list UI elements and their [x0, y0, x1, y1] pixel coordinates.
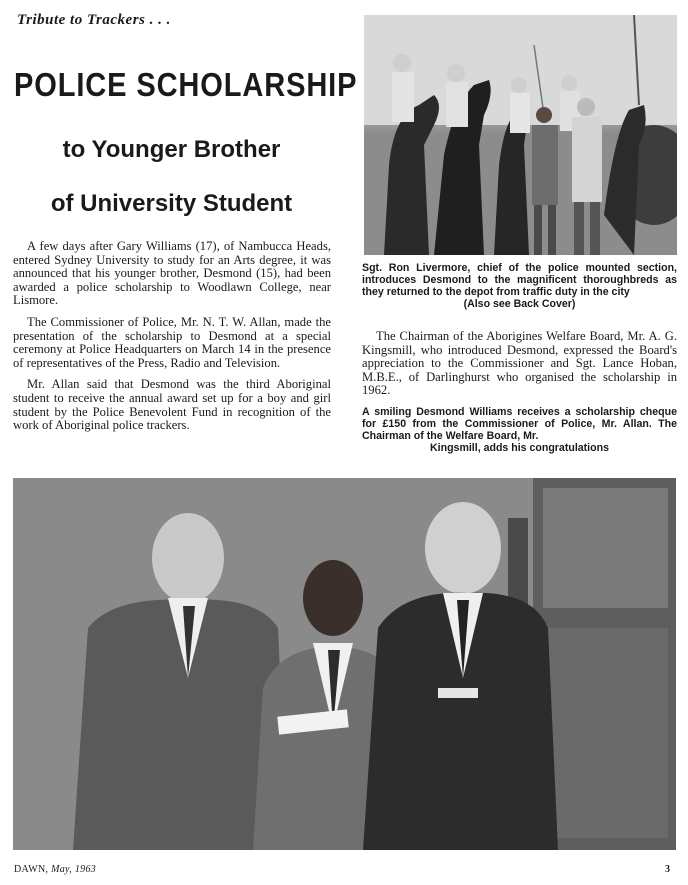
- footer-publication: [14, 864, 96, 875]
- footer-issue: May, 1963: [51, 864, 97, 875]
- presentation-photo: [13, 478, 676, 850]
- caption-cheque: [362, 406, 677, 454]
- caption-top-text: Sgt. Ron Livermore, chief of the police mounted section, introduces Desmond to the magnificent thoroughbreds as they returned to the depot from traffic duty in the city: [362, 262, 677, 298]
- paragraph-chairman: The Chairman of the Aborigines Welfare Board, Mr. A. G. Kingsmill, who introduced Desmond, expressed the Board's appreciation to the Commissioner and Sgt. Lance Hoban, M.B.E., of Darlinghurst who organised the scholarship in 1962.: [362, 329, 677, 398]
- caption-mounted-police: [362, 262, 677, 310]
- paragraph-1: A few days after Gary Williams (17), of Nambucca Heads, entered Sydney University to study for an Arts degree, it was announced that his younger brother, Desmond (15), had been awarded a police scholarship to Woodlawn College, near Lismore.: [13, 239, 331, 308]
- page-number: 3: [665, 864, 670, 875]
- article-right-column: [362, 330, 677, 398]
- caption-top-last-line: (Also see Back Cover): [463, 298, 576, 310]
- caption-bottom-text: A smiling Desmond Williams receives a scholarship cheque for £150 from the Commissioner of Police, Mr. Allan. The Chairman of the Welfare Board, Mr.: [362, 406, 677, 442]
- kicker-tribute: Tribute to Trackers . . .: [17, 12, 171, 28]
- footer-publication-name: DAWN,: [14, 864, 49, 875]
- paragraph-2: The Commissioner of Police, Mr. N. T. W. Allan, made the presentation of the scholarship to Desmond at a special ceremony at Police Headquarters on March 14 in the presence of representatives of the Press, Radio and Television.: [13, 314, 331, 370]
- paragraph-3: Mr. Allan said that Desmond was the third Aboriginal student to receive the annual award set up for a boy and girl student by the Police Benevolent Fund in recognition of the work of Aboriginal police trackers.: [13, 377, 331, 433]
- headline-subtitle-1: to Younger Brother: [62, 136, 281, 163]
- mounted-police-photo: [364, 15, 677, 255]
- headline-subtitle-2: of University Student: [50, 190, 293, 217]
- headline-title: POLICE SCHOLARSHIP: [14, 66, 358, 103]
- caption-bottom-last-line: Kingsmill, adds his congratulations: [430, 442, 609, 454]
- article-left-column: [13, 240, 331, 441]
